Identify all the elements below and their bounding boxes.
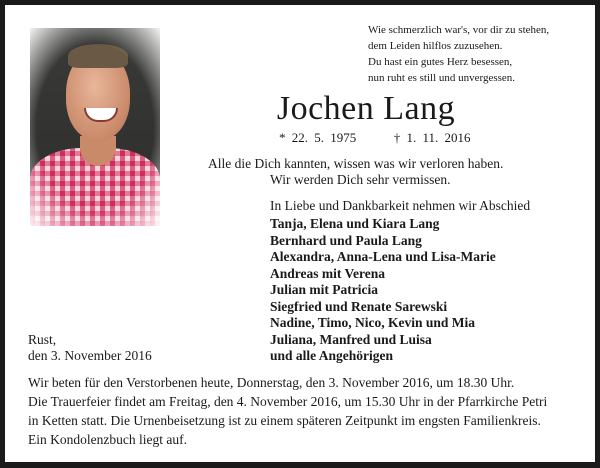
poem-line: Du hast ein gutes Herz besessen, (368, 56, 513, 68)
notice-line: Die Trauerfeier findet am Freitag, den 4. November 2016, um 15.30 Uhr in der Pfarrkirche Petri (28, 394, 548, 409)
death-date: † 1. 11. 2016 (393, 130, 471, 145)
notice-line: Wir beten für den Verstorbenen heute, Donnerstag, den 3. November 2016, um 18.30 Uhr. (28, 375, 515, 390)
date: den 3. November 2016 (28, 348, 152, 363)
life-dates (279, 130, 471, 146)
mourner: Tanja, Elena und Kiara Lang (270, 216, 440, 231)
mourner: Siegfried und Renate Sarewski (270, 298, 448, 314)
mourner: Bernhard und Paula Lang (270, 232, 422, 248)
mourners-list (270, 216, 496, 365)
service-notice (28, 373, 578, 449)
birth-date: * 22. 5. 1975 (279, 130, 357, 145)
hair (68, 44, 128, 68)
poem-line: nun ruht es still und unvergessen. (368, 72, 516, 84)
farewell-intro: In Liebe und Dankbarkeit nehmen wir Abschied (270, 198, 531, 213)
mourner: Julian mit Patricia (270, 282, 378, 297)
place: Rust, (28, 332, 57, 347)
poem (368, 22, 549, 86)
mourner: Juliana, Manfred und Luisa (270, 331, 432, 347)
portrait-photo (30, 28, 160, 226)
deceased-name: Jochen Lang (276, 90, 456, 127)
poem-line: Wie schmerzlich war's, vor dir zu stehen, (368, 24, 550, 36)
quote-line-1: Alle die Dich kannten, wissen was wir verloren haben. (208, 156, 504, 171)
notice-line: in Ketten statt. Die Urnenbeisetzung ist zu einem späteren Zeitpunkt im engsten Familienkreis. (28, 413, 541, 428)
mourner: Andreas mit Verena (270, 265, 386, 281)
notice-line: Ein Kondolenzbuch liegt auf. (28, 432, 187, 447)
mourner: Alexandra, Anna-Lena und Lisa-Marie (270, 249, 496, 264)
mourner: Nadine, Timo, Nico, Kevin und Mia (270, 315, 476, 330)
mourner: und alle Angehörigen (270, 348, 394, 363)
poem-line: dem Leiden hilflos zuzusehen. (368, 40, 503, 52)
quote-line-2: Wir werden Dich sehr vermissen. (270, 172, 451, 187)
